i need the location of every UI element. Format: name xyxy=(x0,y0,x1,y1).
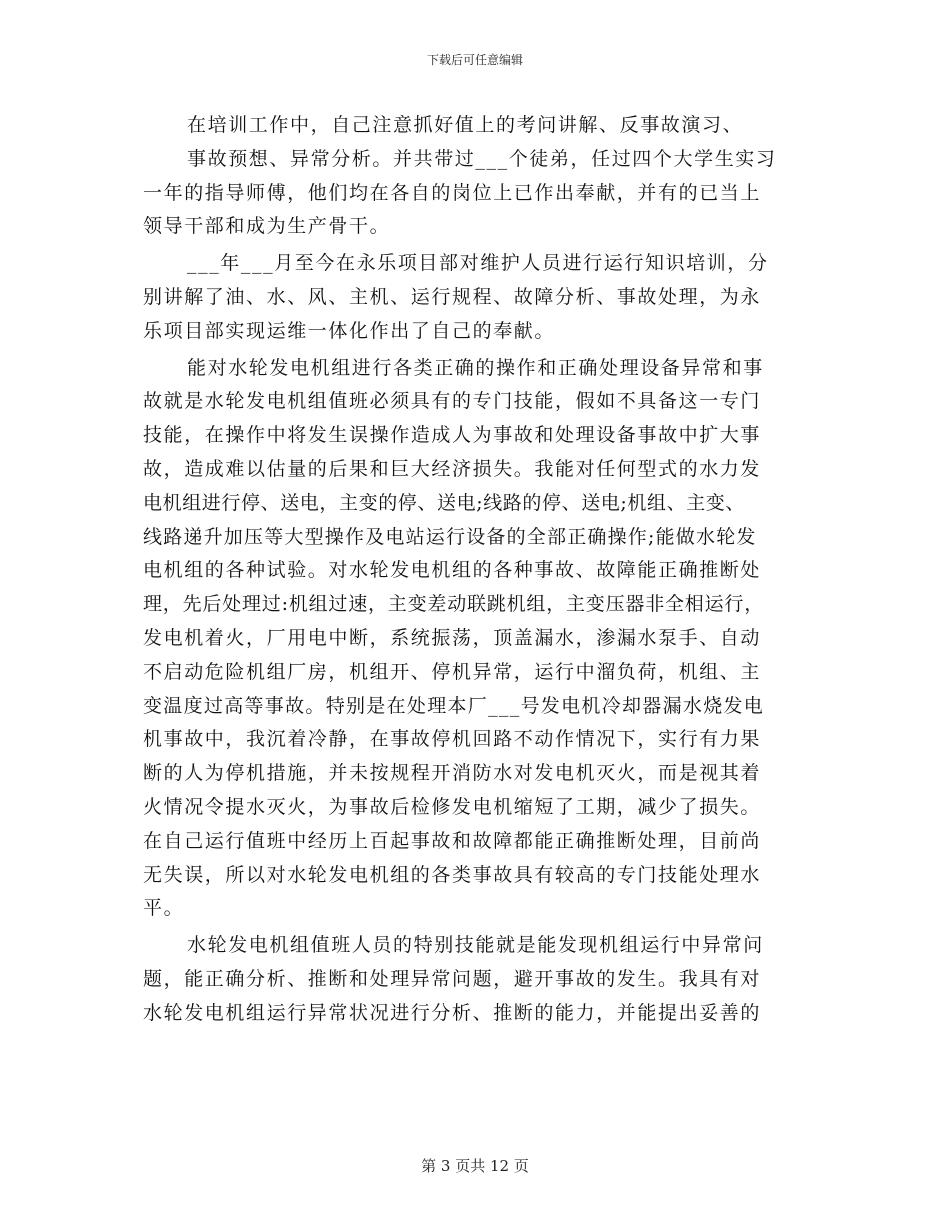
text-line: 断的人为停机措施，并未按规程开消防水对发电机灭火，而是视其着 xyxy=(143,762,762,785)
text-line: ___年___月至今在永乐项目部对维护人员进行运行知识培训，分 xyxy=(187,252,769,275)
text-line: 机事故中，我沉着冷静，在事故停机回路不动作情况下，实行有力果 xyxy=(143,728,762,751)
text-line: 能对水轮发电机组进行各类正确的操作和正确处理设备异常和事 xyxy=(187,356,764,379)
page-header: 下载后可任意编辑 xyxy=(426,53,523,67)
text-line: 线路递升加压等大型操作及电站运行设备的全部正确操作;能做水轮发 xyxy=(143,525,757,548)
document-body xyxy=(143,109,807,1031)
text-line: 发电机着火，厂用电中断，系统振荡，顶盖漏水，渗漏水泵手、自动 xyxy=(143,626,762,649)
text-line: 别讲解了油、水、风、主机、运行规程、故障分析、事故处理，为永 xyxy=(143,285,762,308)
text-line: 变温度过高等事故。特别是在处理本厂___号发电机冷却器漏水烧发电 xyxy=(143,694,765,717)
text-line: 故就是水轮发电机组值班必须具有的专门技能，假如不具备这一专门 xyxy=(143,390,762,413)
text-line: 电机组的各种试验。对水轮发电机组的各种事故、故障能正确推断处 xyxy=(143,559,762,582)
text-line: 火情况令提水灭火，为事故后检修发电机缩短了工期，减少了损失。 xyxy=(143,795,762,818)
text-line: 一年的指导师傅，他们均在各自的岗位上已作出奉献，并有的已当上 xyxy=(143,181,762,204)
paragraph-2 xyxy=(143,247,807,348)
paragraph-1 xyxy=(143,109,807,244)
text-line: 平。 xyxy=(143,897,185,920)
text-line: 在培训工作中，自己注意抓好值上的考问讲解、反事故演习、 xyxy=(187,114,744,136)
paragraph-3 xyxy=(143,352,807,927)
text-line: 不启动危险机组厂房，机组开、停机异常，运行中溜负荷，机组、主 xyxy=(143,660,762,683)
text-line: 电机组进行停、送电，主变的停、送电;线路的停、送电;机组、主变、 xyxy=(143,491,746,514)
text-line: 事故预想、异常分析。并共带过___个徒弟，任过四个大学生实习 xyxy=(187,147,777,170)
text-line: 水轮发电机组值班人员的特别技能就是能发现机组运行中异常问 xyxy=(187,934,764,957)
text-line: 题，能正确分析、推断和处理异常问题，避开事故的发生。我具有对 xyxy=(143,967,762,990)
text-line: 领导干部和成为生产骨干。 xyxy=(143,215,391,238)
text-line: 水轮发电机组运行异常状况进行分析、推断的能力，并能提出妥善的 xyxy=(143,1001,762,1024)
text-line: 理，先后处理过:机组过速，主变差动联跳机组，主变压器非全相运行， xyxy=(143,593,765,616)
page-number: 第 3 页共 12 页 xyxy=(421,1157,529,1175)
paragraph-4 xyxy=(143,929,807,1030)
text-line: 在自己运行值班中经历上百起事故和故障都能正确推断处理，目前尚 xyxy=(143,829,762,852)
text-line: 技能，在操作中将发生误操作造成人为事故和处理设备事故中扩大事 xyxy=(143,424,762,447)
text-line: 乐项目部实现运维一体化作出了自己的奉献。 xyxy=(143,319,556,342)
text-line: 故，造成难以估量的后果和巨大经济损失。我能对任何型式的水力发 xyxy=(143,457,762,480)
text-line: 无失误，所以对水轮发电机组的各类事故具有较高的专门技能处理水 xyxy=(143,863,762,886)
